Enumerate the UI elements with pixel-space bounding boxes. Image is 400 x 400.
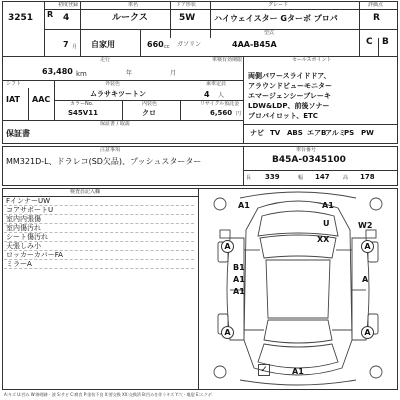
mark-a1-left-lower: A1 — [233, 287, 245, 296]
divider — [122, 100, 123, 120]
divider — [243, 146, 244, 186]
inspector-line-8: ミラーA — [6, 260, 32, 268]
inspector-line-5: シート傷汚れ — [6, 233, 48, 241]
mark-a1-left-mid: A1 — [233, 275, 245, 284]
score-label: 評価点 — [368, 2, 384, 8]
month-unit-2: 月 — [170, 70, 177, 77]
divider — [198, 188, 199, 390]
month-unit: 月 — [72, 44, 78, 50]
rule-line — [4, 259, 194, 260]
divider — [140, 29, 141, 56]
mark-b1: B1 — [233, 263, 245, 272]
rule-line — [4, 268, 194, 269]
divider — [210, 1, 211, 38]
mark-w2: W2 — [358, 221, 373, 230]
notes-text: MM321D-L、ドラレコ(SD欠品)、プッシュスターター — [6, 157, 202, 166]
chassis-label: 車台番号 — [296, 147, 317, 153]
shift-label: シフト — [6, 81, 22, 87]
mark-a-right-mid: A — [362, 275, 369, 284]
row-line — [44, 9, 398, 10]
reg-year: 4 — [63, 13, 70, 23]
inspector-line-7: ロッカーカバーFA — [6, 251, 63, 259]
width-label: 幅 — [298, 175, 304, 181]
divider — [378, 38, 379, 56]
mileage-unit: km — [76, 70, 87, 78]
chassis-number: B45A-0345100 — [272, 155, 346, 165]
mark-u: U — [323, 219, 330, 228]
inspector-line-6: 天張しみ小 — [6, 242, 41, 250]
sales-point-3: エマージェンシーブレーキ — [248, 92, 331, 100]
air-conditioner: AAC — [32, 95, 51, 104]
inspector-line-4: 室内傷汚れ — [6, 224, 41, 232]
grade-label: グレード — [268, 2, 289, 8]
car-name-label: 車名 — [128, 2, 139, 8]
divider — [28, 88, 29, 120]
sales-point-5: プロパイロット、ETC — [248, 112, 318, 120]
seats: 4 — [204, 90, 210, 99]
mark-xx: XX — [317, 235, 330, 244]
model-code: 4AA-B45A — [232, 40, 277, 49]
recycle-unit: 円 — [236, 111, 242, 117]
equip-ps: PS — [344, 129, 355, 137]
grade: ハイウェイスター Gターボ プロパ — [214, 14, 338, 23]
sales-point-label: セールスポイント — [292, 57, 332, 63]
equip-pw: PW — [361, 129, 374, 137]
capacity-label: 乗車定員 — [206, 81, 227, 87]
mark-a1-front-left: A1 — [238, 201, 250, 210]
recycle-label: リサイクル預託金 — [200, 101, 240, 107]
color-label: 外装色 — [105, 81, 121, 87]
notes-frame — [2, 146, 398, 186]
mileage-label: 走行 — [100, 57, 111, 63]
door-label: ドア形状 — [176, 2, 196, 8]
height-label: 高 — [343, 175, 349, 181]
inspector-label: 検査員記入欄 — [70, 189, 101, 195]
equip-airbag: エアB — [307, 129, 327, 137]
model-label: 型式 — [264, 30, 275, 36]
interior-color: クロ — [142, 109, 156, 117]
length: 339 — [265, 173, 280, 181]
sales-point-1: 両側パワースライドドア、 — [248, 72, 331, 80]
documents-label: 保証書 / 取説 — [100, 121, 130, 127]
interior-color-label: 内装色 — [142, 101, 158, 107]
displacement-unit: cc — [164, 44, 170, 50]
equip-navi: ナビ — [250, 129, 264, 137]
notes-label: 注意事項 — [100, 147, 121, 153]
recycle-fee: 6,560 — [210, 109, 233, 117]
divider — [243, 56, 244, 144]
mark-a-left-front: A — [221, 240, 234, 253]
documents: 保証書 — [6, 129, 30, 138]
displacement: 660 — [147, 40, 164, 49]
overall-score: R — [373, 13, 380, 23]
first-reg-label: 初度登録 — [58, 2, 79, 8]
height: 178 — [360, 173, 375, 181]
usage: 自家用 — [91, 40, 115, 49]
color-code: S45V11 — [68, 109, 98, 117]
row-line — [243, 170, 398, 171]
door-type: 5W — [179, 13, 196, 23]
equip-abs: ABS — [287, 129, 303, 137]
sales-point-4: LDW&LDP、前後ソナー — [248, 102, 330, 110]
row-line — [243, 124, 398, 125]
inspector-line-2: コアサポートU — [6, 206, 54, 214]
seats-unit: 人 — [218, 92, 225, 99]
equip-tv: TV — [270, 129, 281, 137]
exterior-score: B — [382, 37, 389, 47]
mark-a1-front-right: A1 — [322, 201, 334, 210]
exterior-color: ムラサキツートン — [90, 90, 146, 98]
length-label: 長 — [246, 175, 252, 181]
row-line — [44, 29, 398, 30]
mileage: 63,480 — [42, 67, 73, 76]
sales-point-2: アラウンドビューモニター — [248, 82, 332, 90]
equip-alloy: アルミ — [325, 129, 346, 137]
interior-score: C — [366, 37, 373, 47]
width: 147 — [315, 173, 330, 181]
car-diagram — [200, 190, 396, 388]
inspector-line-1: FインナーUW — [6, 197, 51, 205]
divider — [170, 1, 171, 38]
mark-a-right-rear: A — [361, 326, 374, 339]
transmission: IAT — [6, 95, 21, 104]
lot-number: 3251 — [8, 13, 34, 23]
divider — [180, 100, 181, 120]
row-line — [2, 56, 398, 57]
year-unit: 年 — [126, 70, 133, 77]
era: R — [47, 10, 54, 19]
legend-check-box: ✓ — [258, 364, 270, 376]
inspection-label: 車検有効期限 — [212, 57, 243, 63]
mark-a-left-rear: A — [221, 326, 234, 339]
inspector-line-3: 室内内張傷 — [6, 215, 41, 223]
reg-month: 7 — [63, 40, 69, 49]
mark-a1-rear: A1 — [292, 367, 304, 376]
color-code-label: カラーNo. — [70, 101, 94, 107]
mark-a-right-front: A — [361, 240, 374, 253]
footer-legend: A:キズ U:凹み W:修理跡・波 S:サビ C:腐食 P:塗装不良 X:要交換 XX:交換済 B:凹みを伴うキズ Y:穴・亀裂 E:エクボ — [4, 392, 212, 397]
fuel: ガソリン — [177, 41, 202, 48]
car-name: ルークス — [112, 13, 148, 23]
